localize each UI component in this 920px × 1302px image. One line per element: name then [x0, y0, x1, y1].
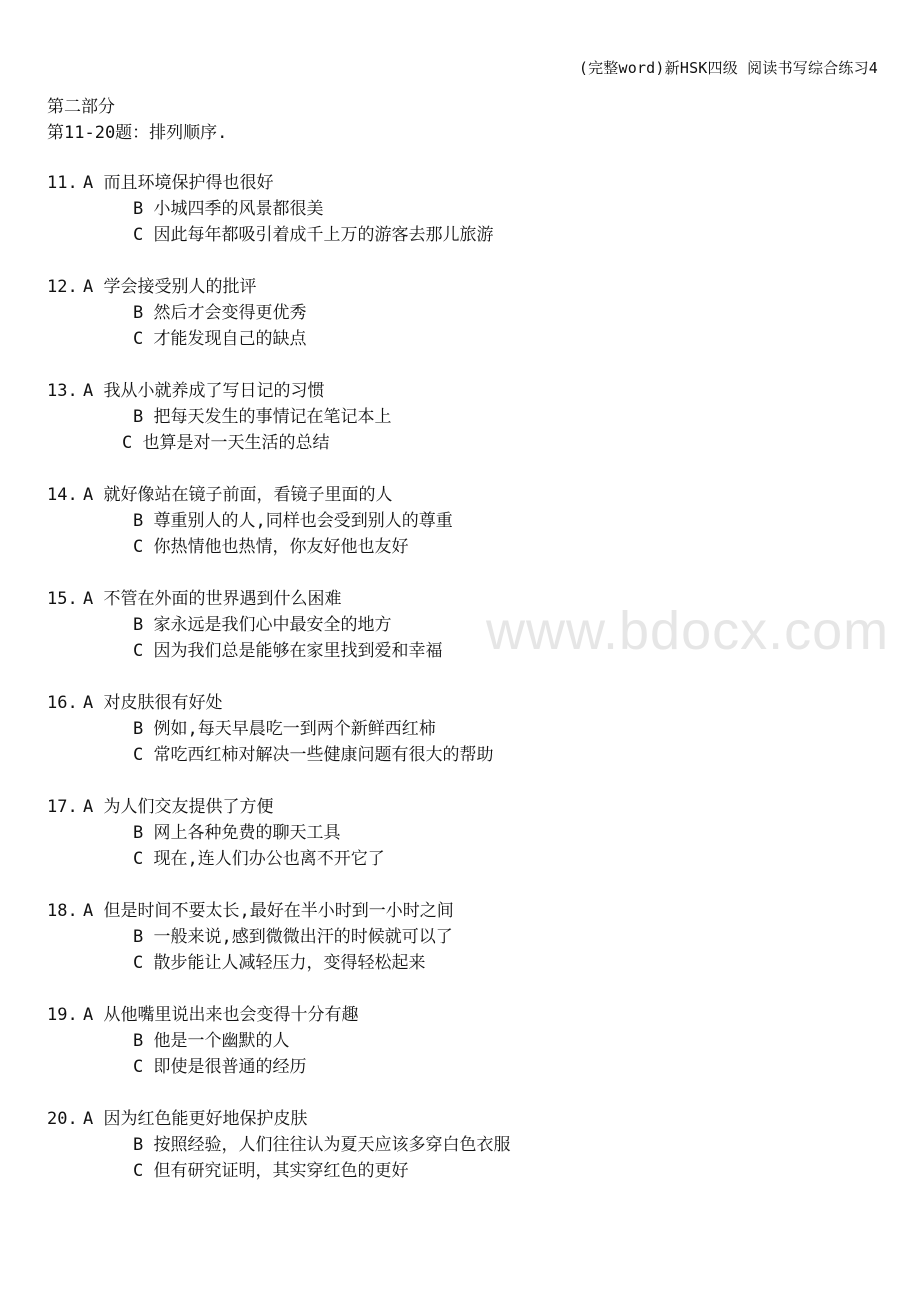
- section-title: 第二部分: [47, 97, 115, 117]
- option-letter-a: A: [83, 901, 94, 921]
- option-a-line: [47, 170, 274, 196]
- question-number: 13.: [47, 381, 78, 401]
- option-c-line: [133, 1158, 409, 1184]
- option-b-text: 网上各种免费的聊天工具: [153, 823, 341, 843]
- option-a-line: [47, 586, 342, 612]
- option-letter-c: C: [133, 953, 144, 973]
- section-instruction: 第11-20题：排列顺序.: [47, 123, 228, 143]
- option-c-line: [133, 742, 494, 768]
- question-item: [47, 482, 867, 586]
- option-b-line: [133, 612, 392, 638]
- question-number: 11.: [47, 173, 78, 193]
- option-letter-c: C: [133, 329, 144, 349]
- option-c-line: [133, 950, 426, 976]
- question-item: [47, 170, 867, 274]
- option-letter-c: C: [133, 225, 144, 245]
- question-item: [47, 274, 867, 378]
- question-number: 16.: [47, 693, 78, 713]
- option-a-line: [47, 378, 325, 404]
- question-list: [47, 170, 867, 1210]
- option-letter-b: B: [133, 511, 144, 531]
- option-b-text: 按照经验，人们往往认为夏天应该多穿白色衣服: [153, 1135, 511, 1155]
- option-a-text: 从他嘴里说出来也会变得十分有趣: [103, 1005, 359, 1025]
- option-letter-c: C: [133, 849, 144, 869]
- option-letter-a: A: [83, 277, 94, 297]
- option-b-text: 尊重别人的人,同样也会受到别人的尊重: [153, 511, 453, 531]
- option-letter-b: B: [133, 927, 144, 947]
- option-a-text: 就好像站在镜子前面，看镜子里面的人: [103, 485, 393, 505]
- option-letter-b: B: [133, 823, 144, 843]
- option-b-line: [133, 196, 324, 222]
- option-letter-c: C: [122, 433, 133, 453]
- question-number: 18.: [47, 901, 78, 921]
- option-c-text: 因此每年都吸引着成千上万的游客去那儿旅游: [153, 225, 494, 245]
- option-letter-a: A: [83, 589, 94, 609]
- option-a-text: 但是时间不要太长,最好在半小时到一小时之间: [103, 901, 454, 921]
- option-letter-c: C: [133, 1161, 144, 1181]
- question-number: 12.: [47, 277, 78, 297]
- option-a-line: [47, 1106, 308, 1132]
- option-letter-b: B: [133, 719, 144, 739]
- option-a-text: 不管在外面的世界遇到什么困难: [103, 589, 342, 609]
- option-c-text: 散步能让人减轻压力，变得轻松起来: [153, 953, 426, 973]
- option-a-text: 因为红色能更好地保护皮肤: [103, 1109, 308, 1129]
- option-b-text: 一般来说,感到微微出汗的时候就可以了: [153, 927, 453, 947]
- document-header-title: (完整word)新HSK四级 阅读书写综合练习4: [578, 59, 878, 77]
- question-item: [47, 586, 867, 690]
- watermark: www.bdocx.com: [486, 601, 890, 661]
- option-letter-a: A: [83, 485, 94, 505]
- option-b-text: 例如,每天早晨吃一到两个新鲜西红柿: [153, 719, 436, 739]
- option-b-line: [133, 1132, 511, 1158]
- option-b-text: 把每天发生的事情记在笔记本上: [153, 407, 392, 427]
- option-letter-c: C: [133, 537, 144, 557]
- question-number: 17.: [47, 797, 78, 817]
- question-number: 19.: [47, 1005, 78, 1025]
- option-b-line: [133, 820, 341, 846]
- question-item: [47, 1002, 867, 1106]
- option-c-line: [133, 222, 494, 248]
- question-number: 14.: [47, 485, 78, 505]
- option-c-text: 你热情他也热情，你友好他也友好: [153, 537, 409, 557]
- option-c-text: 才能发现自己的缺点: [153, 329, 307, 349]
- question-item: [47, 378, 867, 482]
- option-b-line: [133, 924, 453, 950]
- option-letter-a: A: [83, 797, 94, 817]
- option-b-line: [133, 508, 453, 534]
- option-a-text: 为人们交友提供了方便: [103, 797, 274, 817]
- option-c-text: 但有研究证明，其实穿红色的更好: [153, 1161, 409, 1181]
- option-b-text: 他是一个幽默的人: [153, 1031, 290, 1051]
- option-b-text: 然后才会变得更优秀: [153, 303, 307, 323]
- option-letter-a: A: [83, 1005, 94, 1025]
- question-item: [47, 794, 867, 898]
- question-item: [47, 898, 867, 1002]
- option-c-line: [122, 430, 330, 456]
- option-c-line: [133, 638, 443, 664]
- option-a-line: [47, 1002, 359, 1028]
- option-letter-a: A: [83, 1109, 94, 1129]
- option-b-text: 小城四季的风景都很美: [153, 199, 324, 219]
- option-b-line: [133, 716, 436, 742]
- option-a-text: 对皮肤很有好处: [103, 693, 223, 713]
- option-c-line: [133, 846, 385, 872]
- option-a-text: 而且环境保护得也很好: [103, 173, 274, 193]
- option-c-text: 现在,连人们办公也离不开它了: [153, 849, 385, 869]
- option-c-text: 常吃西红柿对解决一些健康问题有很大的帮助: [153, 745, 494, 765]
- option-b-line: [133, 404, 392, 430]
- option-a-line: [47, 274, 257, 300]
- question-item: [47, 690, 867, 794]
- option-c-line: [133, 326, 307, 352]
- option-a-text: 学会接受别人的批评: [103, 277, 257, 297]
- option-letter-b: B: [133, 1031, 144, 1051]
- option-letter-b: B: [133, 199, 144, 219]
- option-letter-c: C: [133, 745, 144, 765]
- option-a-line: [47, 482, 393, 508]
- option-c-line: [133, 534, 409, 560]
- option-c-text: 也算是对一天生活的总结: [142, 433, 330, 453]
- option-letter-a: A: [83, 173, 94, 193]
- question-number: 15.: [47, 589, 78, 609]
- option-b-text: 家永远是我们心中最安全的地方: [153, 615, 392, 635]
- option-letter-b: B: [133, 1135, 144, 1155]
- option-c-line: [133, 1054, 307, 1080]
- option-letter-b: B: [133, 303, 144, 323]
- option-letter-b: B: [133, 407, 144, 427]
- option-a-text: 我从小就养成了写日记的习惯: [103, 381, 325, 401]
- question-item: [47, 1106, 867, 1210]
- option-c-text: 因为我们总是能够在家里找到爱和幸福: [153, 641, 443, 661]
- question-number: 20.: [47, 1109, 78, 1129]
- option-letter-c: C: [133, 1057, 144, 1077]
- option-b-line: [133, 1028, 290, 1054]
- option-letter-a: A: [83, 693, 94, 713]
- option-a-line: [47, 794, 274, 820]
- option-letter-a: A: [83, 381, 94, 401]
- option-a-line: [47, 898, 454, 924]
- option-letter-b: B: [133, 615, 144, 635]
- option-letter-c: C: [133, 641, 144, 661]
- option-b-line: [133, 300, 307, 326]
- option-a-line: [47, 690, 223, 716]
- option-c-text: 即使是很普通的经历: [153, 1057, 307, 1077]
